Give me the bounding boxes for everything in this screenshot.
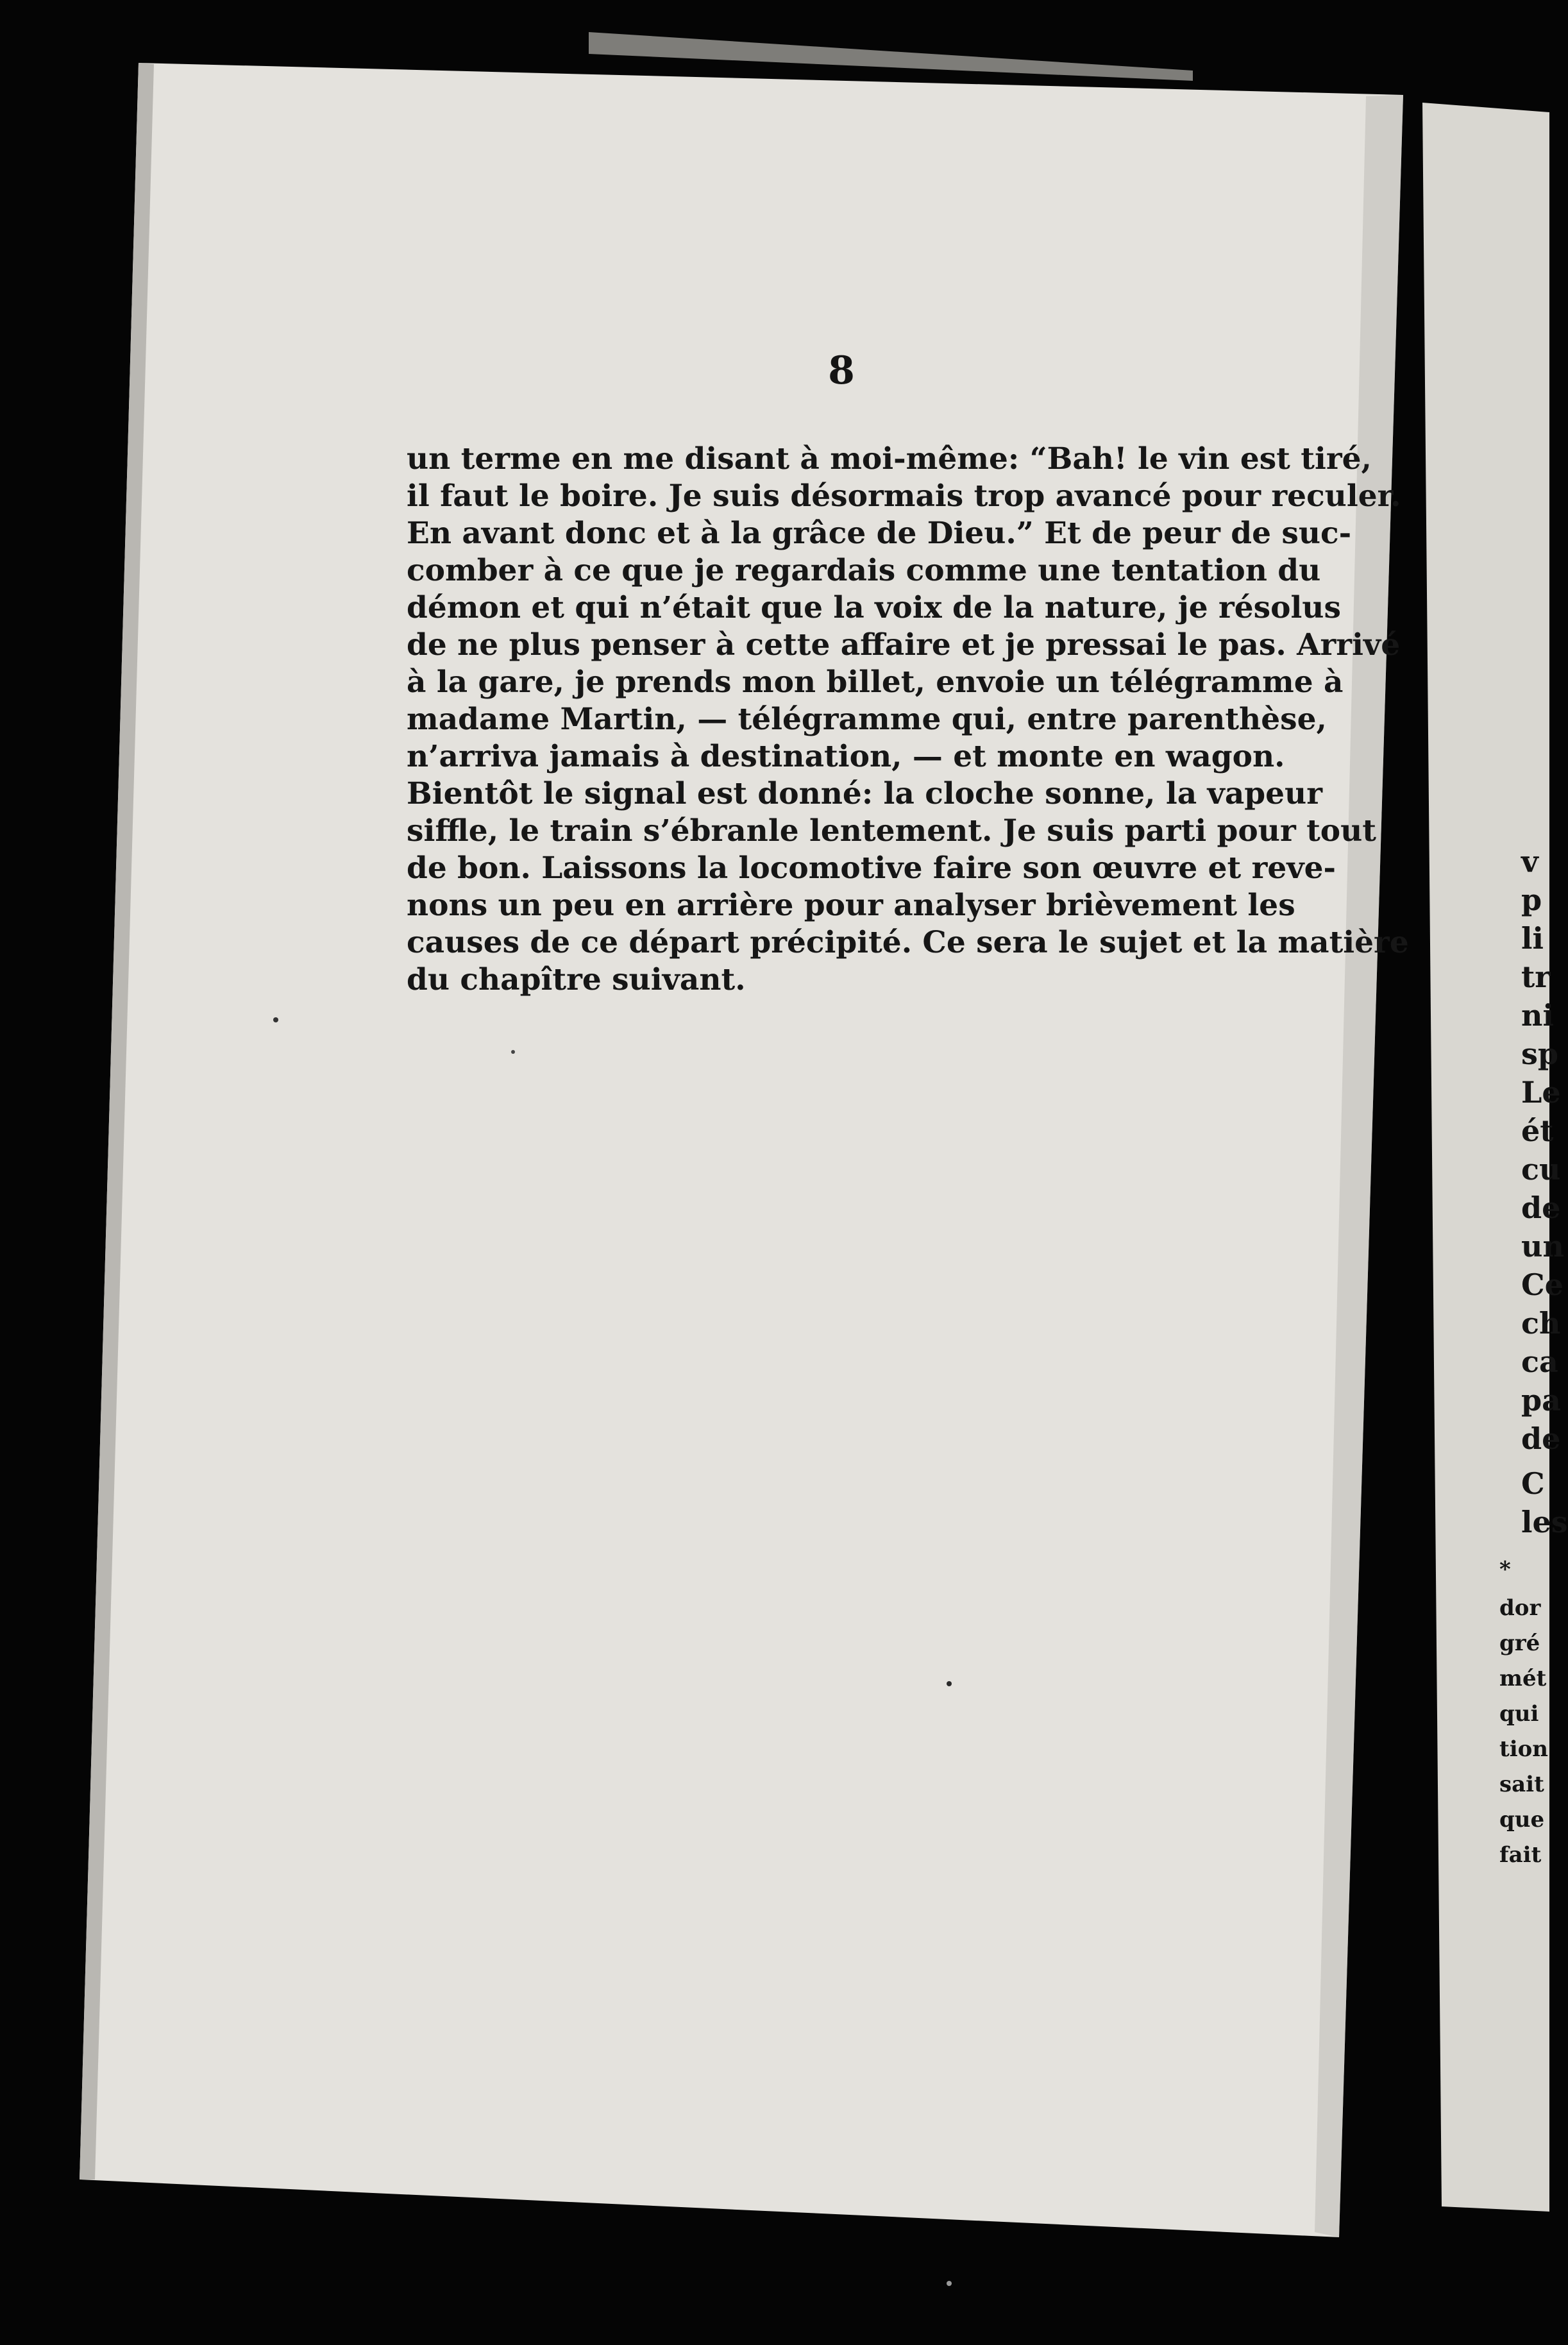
facing-page-footnote: qui bbox=[1499, 1701, 1539, 1727]
body-text-line: siffle, le train s’ébranle lentement. Je suis parti pour tout bbox=[407, 813, 1377, 849]
facing-page-fragment: cu bbox=[1521, 1152, 1561, 1187]
body-text-line: du chapître suivant. bbox=[407, 962, 746, 997]
body-text-line: comber à ce que je regardais comme une tentation du bbox=[407, 553, 1321, 588]
facing-page-fragment: ét bbox=[1521, 1113, 1554, 1148]
facing-page-fragment: Le bbox=[1521, 1075, 1561, 1110]
body-text-line: madame Martin, — télégramme qui, entre parenthèse, bbox=[407, 702, 1327, 737]
facing-page-footnote: dor bbox=[1499, 1595, 1541, 1621]
facing-page-fragment: pa bbox=[1521, 1383, 1561, 1418]
facing-page-footnote: * bbox=[1499, 1557, 1511, 1582]
body-text-line: n’arriva jamais à destination, — et monte en wagon. bbox=[407, 739, 1285, 774]
facing-page-fragment: de bbox=[1521, 1421, 1561, 1456]
body-text-line: causes de ce départ précipité. Ce sera le sujet et la matière bbox=[407, 925, 1409, 960]
facing-page-fragment: ca bbox=[1521, 1344, 1558, 1379]
facing-page-fragment: ni bbox=[1521, 998, 1554, 1033]
body-text-line: de bon. Laissons la locomotive faire son œuvre et reve- bbox=[407, 851, 1336, 886]
facing-page-fragment: les bbox=[1521, 1505, 1568, 1539]
body-text-line: En avant donc et à la grâce de Dieu.” Et de peur de suc- bbox=[407, 516, 1352, 551]
facing-page-fragment: v bbox=[1521, 844, 1538, 879]
facing-page-fragment: tr bbox=[1521, 960, 1551, 994]
facing-page-fragment: li bbox=[1521, 921, 1544, 956]
page-number: 8 bbox=[828, 348, 855, 393]
facing-page-fragment: de bbox=[1521, 1190, 1561, 1225]
body-text-line: à la gare, je prends mon billet, envoie un télégramme à bbox=[407, 665, 1344, 700]
facing-page-fragment: C bbox=[1521, 1466, 1545, 1501]
body-text-line: nons un peu en arrière pour analyser brièvement les bbox=[407, 888, 1295, 923]
facing-page-footnote: tion bbox=[1499, 1736, 1549, 1762]
facing-page-footnote: gré bbox=[1499, 1630, 1540, 1656]
facing-page-footnote: que bbox=[1499, 1807, 1545, 1833]
body-text-line: il faut le boire. Je suis désormais trop avancé pour reculer. bbox=[407, 478, 1401, 514]
facing-page-footnote: mét bbox=[1499, 1666, 1547, 1691]
body-text-line: Bientôt le signal est donné: la cloche sonne, la vapeur bbox=[407, 776, 1322, 811]
body-text-line: un terme en me disant à moi-même: “Bah! le vin est tiré, bbox=[407, 441, 1372, 477]
facing-page-fragment: un bbox=[1521, 1229, 1564, 1264]
facing-page-fragment: sp bbox=[1521, 1037, 1559, 1071]
facing-page-fragment: Ce bbox=[1521, 1267, 1564, 1302]
facing-page-fragment: p bbox=[1521, 883, 1542, 917]
body-text-line: de ne plus penser à cette affaire et je pressai le pas. Arrivé bbox=[407, 627, 1401, 663]
facing-page-footnote: sait bbox=[1499, 1772, 1544, 1797]
body-text-line: démon et qui n’était que la voix de la nature, je résolus bbox=[407, 590, 1341, 625]
facing-page-fragment: ch bbox=[1521, 1306, 1561, 1341]
facing-page-footnote: fait bbox=[1499, 1842, 1542, 1868]
